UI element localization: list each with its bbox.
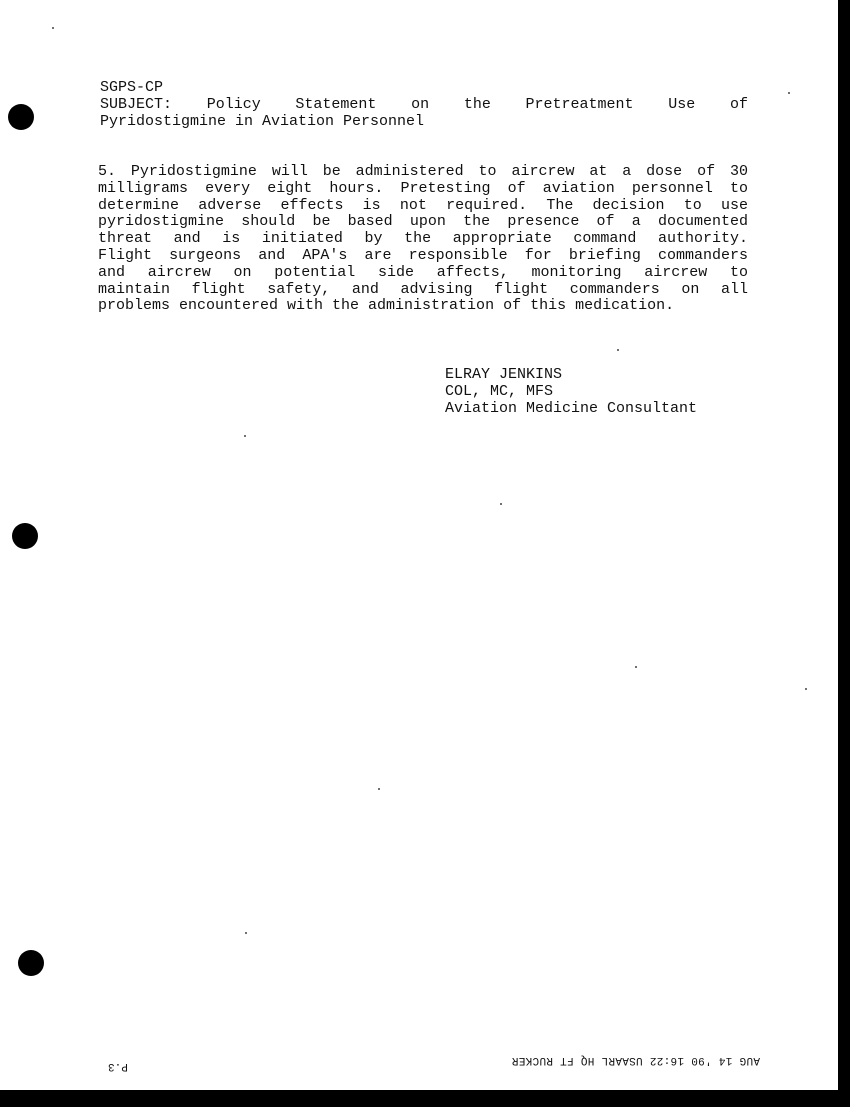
paragraph-line: Flight surgeons and APA's are responsible for briefing commanders bbox=[98, 246, 748, 264]
subject-word: Pretreatment bbox=[525, 96, 634, 113]
subject-word: Use bbox=[668, 96, 696, 113]
scan-edge-right bbox=[838, 0, 850, 1107]
subject-word: Policy bbox=[206, 96, 261, 113]
page-number: P.3 bbox=[108, 1060, 128, 1072]
scan-speck bbox=[245, 932, 247, 934]
fax-header: AUG 14 '90 16:22 USAARL HQ FT RUCKER bbox=[511, 1054, 760, 1066]
subject-word: of bbox=[729, 96, 748, 113]
scan-speck bbox=[805, 688, 807, 690]
reference-code: SGPS-CP bbox=[100, 79, 164, 96]
body-paragraph bbox=[98, 164, 748, 315]
paragraph-line: milligrams every eight hours. Pretesting of aviation personnel to bbox=[98, 179, 748, 197]
scan-speck bbox=[52, 27, 54, 29]
punch-hole bbox=[18, 950, 44, 976]
subject-word: Statement bbox=[295, 96, 377, 113]
signer-name: ELRAY JENKINS bbox=[445, 366, 563, 383]
paragraph-line: and aircrew on potential side affects, monitoring aircrew to bbox=[98, 263, 748, 281]
paragraph-line: 5. Pyridostigmine will be administered to aircrew at a dose of 30 bbox=[98, 163, 748, 180]
scan-speck bbox=[635, 666, 637, 668]
paragraph-line: determine adverse effects is not required. The decision to use bbox=[98, 196, 748, 214]
subject-line bbox=[100, 97, 748, 113]
paragraph-line: problems encountered with the administration of this medication. bbox=[98, 297, 675, 315]
subject-word: the bbox=[463, 96, 491, 113]
scan-speck bbox=[617, 349, 619, 351]
signer-rank: COL, MC, MFS bbox=[445, 383, 554, 400]
scan-speck bbox=[500, 503, 502, 505]
signer-title: Aviation Medicine Consultant bbox=[445, 400, 698, 417]
scan-edge-bottom bbox=[0, 1090, 850, 1107]
subject-label: SUBJECT: bbox=[100, 96, 173, 113]
paragraph-line: pyridostigmine should be based upon the presence of a documented bbox=[98, 213, 748, 231]
punch-hole bbox=[12, 523, 38, 549]
paragraph-line: maintain flight safety, and advising flight commanders on all bbox=[98, 280, 748, 298]
signature-block bbox=[445, 366, 697, 417]
subject-word: on bbox=[411, 96, 430, 113]
punch-hole bbox=[8, 104, 34, 130]
paragraph-line: threat and is initiated by the appropriate command authority. bbox=[98, 230, 748, 248]
scan-speck bbox=[378, 788, 380, 790]
scan-speck bbox=[788, 92, 790, 94]
scan-speck bbox=[244, 435, 246, 437]
subject-continuation: Pyridostigmine in Aviation Personnel bbox=[100, 113, 425, 130]
